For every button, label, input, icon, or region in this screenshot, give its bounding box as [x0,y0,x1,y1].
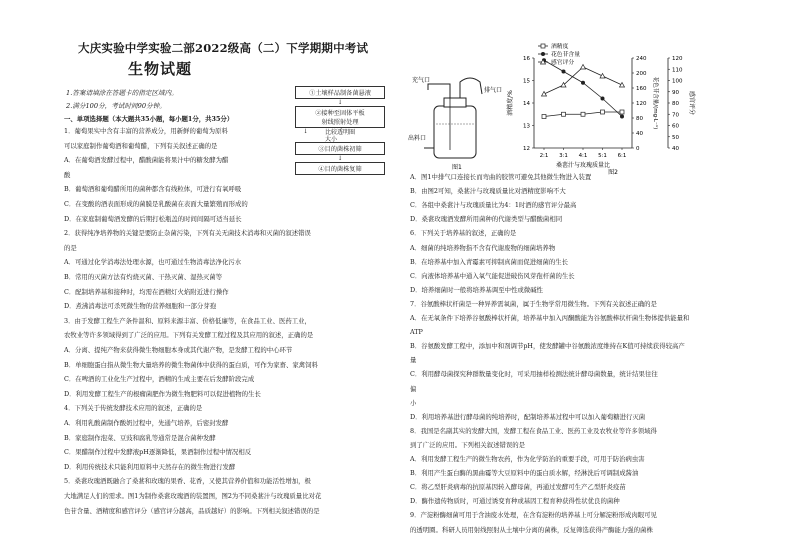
question-line: 偏 [410,384,417,393]
mid-axis-title: 花色苷含量/(mg·L⁻¹) [652,76,658,130]
x-tick-label: 2:1 [539,153,549,159]
question-line: 可以家庭制作葡萄酒和葡萄醋，下列有关叙述正确的是 [64,141,218,150]
question-line: 4．下列关于传统发酵技术应用的叙述，正确的是 [64,404,203,413]
question-line: D．利用培养基进行酵母菌的纯培养时，配制培养基过程中可以加入葡萄糖进行灭菌 [410,412,646,421]
exam-subject: 生物试题 [128,60,193,78]
outlet-tube [460,78,482,98]
flow-arrow: ↓ [337,155,343,162]
right-tick-label: 60 [672,123,679,130]
legend-marker-square [541,44,545,48]
wine-quality-chart [492,42,702,174]
question-line: C．将乙型肝炎病毒的抗原基因转入酵母菌，再通过发酵可生产乙型肝炎疫苗 [410,483,626,492]
left-tick-label: 12 [523,146,530,152]
exam-title: 大庆实验中学实验二部2022级高（二）下学期期中考试 [78,41,369,55]
legend-label: 感官评分 [551,60,575,66]
question-line: C．各组中桑葚汁与玫瑰质量比为4：1时酒的感官评分最高 [410,201,577,210]
question-line: 农牧业等许多领域得到了广泛的应用。下列有关发酵工程过程及其应用的叙述，正确的是 [64,331,314,340]
question-line: 的是 [64,243,77,252]
question-line: D．在家庭制葡萄酒发酵的后期打松瓶盖的时间间隔可适当延长 [64,214,242,223]
question-line: D．煮沸消毒法可杀死微生物的营养细胞和一部分芽孢 [64,302,217,311]
series-point-square [581,112,585,116]
question-line: B．谷氨酸发酵工程中，添加中和剂调节pH，使发酵罐中谷氨酸浓度维持在K值可持续获得较高产 [410,342,685,351]
right-tick-label: 70 [672,112,679,119]
left-tick-label: 13 [523,123,530,130]
mid-tick-label: 80 [636,116,643,122]
question-line: D．利用传统技术只能利用原料中天然存在的微生物进行发酵 [64,462,236,471]
right-tick-label: 110 [672,67,683,74]
flow-step-4: ④目的菌株复筛 [295,162,385,175]
flow-step-2 [295,106,385,128]
flow-step-1: ①土壤样品制备菌悬液 [295,86,385,99]
x-tick-label: 4:1 [578,153,588,159]
question-line: C．配制培养基和接种时，均需在酒精灯火焰附近进行操作 [64,287,229,296]
flow-side-row [295,128,385,143]
question-line: C．果醋制作过程中发酵液pH逐渐降低，果酒制作过程中情况相反 [64,448,252,457]
inlet-tube [428,84,450,98]
question-line: 小 [410,398,417,407]
series-point-square [542,115,546,119]
flow-side-note-2: 大小 [325,136,338,143]
left-axis-title: 酒精度/% [507,90,514,116]
question-line: 9．产淀粉酶细菌可用于含油废水处理，在含有淀粉的培养基上可分解淀粉形成肉眼可见 [410,511,657,520]
mid-tick-label: 40 [636,131,643,137]
right-tick-label: 120 [672,56,683,62]
left-tick-label: 14 [523,101,530,107]
inlet-label: 充气口 [412,77,431,84]
question-line: A．利用发酵工程生产的微生物农药，作为化学防治的重要手段，可用于防治病虫害 [410,455,645,463]
mid-tick-label: 0 [636,146,640,152]
question-line: C．在啤酒的工业化生产过程中，酒精的生成主要在后发酵阶段完成 [64,375,255,384]
question-line: 到了广泛的应用。下列相关叙述错误的是 [410,440,526,449]
question-line: C．在变酸的酒表面形成的菌膜是乳酸菌在表面大量繁殖而形成的 [64,200,248,208]
left-tick-label: 16 [523,56,530,62]
x-tick-label: 5:1 [598,153,607,159]
legend-label: 花色苷含量 [551,52,580,58]
screening-flowchart [295,86,385,175]
legend-marker-dot [541,52,545,56]
series-point-triangle [600,74,605,79]
discharge-label: 出料口 [408,135,427,142]
question-line: B．在培养基中加入青霉素可抑制真菌而促进细菌的生长 [410,257,569,266]
bottle-icon [434,106,476,158]
mid-tick-label: 160 [636,86,647,92]
question-line: 2．获得纯净培养物的关键是要防止杂菌污染，下列有关无菌技术消毒和灭菌的叙述错误 [64,229,311,238]
exam-note-1: 1.答案请填涂在答题卡的指定区域内。 [66,89,178,97]
flow-arrow: ↓ [337,99,343,106]
right-tick-label: 100 [672,78,683,85]
bottle-neck [444,98,466,107]
question-line: 8．我国是名副其实的发酵大国，发酵工程在食品工业、医药工业及农牧业等许多领域得 [410,426,657,435]
flow-step-2-line1: ②接种至固体平板 [315,110,365,117]
right-tick-label: 40 [672,146,679,152]
question-line: 大地满足人们的需求。图1为制作桑葚玫瑰酒的装置图，图2为不同桑葚汁与玫瑰质量比对花 [64,492,322,500]
exam-note-2: 2.满分100分，考试时间90分钟。 [66,102,166,110]
question-line: A．利用乳酸菌制作酸奶过程中，先通气培养，后密封发酵 [64,419,229,427]
question-line: 的透明圈。科研人员用射线照射从土壤中分离的菌株，反复筛选获得产酶能力强的菌株 [410,525,653,534]
question-line: B．葡萄酒和葡萄醋所用的菌种都含有线粒体，可进行有氧呼吸 [64,185,242,194]
question-line: 色苷含量、酒精度和感官评分（感官评分越高，品质越好）的影响。下列相关叙述错误的是 [64,506,320,515]
question-line: A．可通过化学消毒法处理水源，也可通过生物消毒法净化污水 [64,258,242,267]
question-line: A．图1中排气口连接长而弯曲的胶管可避免其他微生物进入装置 [410,173,592,181]
series-point-dot [601,97,605,101]
question-line: 酸 [64,170,71,179]
left-tick-label: 15 [523,78,530,85]
question-line: A．分离、提纯产物来获得微生物细胞本身或其代谢产物，是发酵工程的中心环节 [64,346,293,354]
question-line: B．家庭制作泡菜、豆豉和腐乳等通常是混合菌种发酵 [64,433,216,442]
series-point-triangle [542,92,547,97]
series-point-square [601,110,605,114]
x-axis-title: 桑葚汁与玫瑰质量比 [555,162,611,169]
question-line: B．单细胞蛋白指从微生物大量培养的微生物菌体中获得的蛋白质，可作为家畜、家禽饲料 [64,360,318,369]
mid-tick-label: 200 [636,71,647,77]
question-line: A．细菌的纯培养物指不含有代谢废物的细菌培养物 [410,243,556,252]
figure2-caption: 图2 [608,169,618,176]
question-line: 3．由于发酵工程生产条件温和、原料来源丰富、价格低廉等，在食品工业、医药工业， [64,316,311,325]
right-tick-label: 80 [672,101,679,107]
series-line-2 [544,67,622,94]
question-line: 量 [410,356,417,365]
series-point-dot [562,70,566,74]
right-axis-title: 感官评分 [688,90,695,116]
series-point-dot [620,115,624,119]
question-line: A．在葡萄酒发酵过程中，醋酸菌能将果汁中的糖发酵为醋 [64,156,229,165]
flow-step-3: ③目的菌株初筛 [295,142,385,155]
flow-step-2-line2: 射线照射处理 [321,119,359,126]
question-line: D．培养细菌时一般将培养基调至中性或微碱性 [410,285,543,294]
question-line: B．由图2可知，桑葚汁与玫瑰质量比对酒精度影响不大 [410,187,566,196]
mid-tick-label: 240 [636,56,647,62]
series-point-triangle [620,83,625,88]
question-line: 6．下列关于培养基的叙述，正确的是 [410,229,517,238]
fermentation-apparatus-figure [410,76,505,171]
question-line: D．桑葚玫瑰酒发酵所用菌种的代谢类型与醋酸菌相同 [410,215,563,224]
question-line: B．常用的灭菌方法有灼烧灭菌、干热灭菌、湿热灭菌等 [64,273,223,281]
section-heading: 一、单项选择题（本大题共35小题，每小题1分，共35分） [64,115,234,123]
series-point-square [562,112,566,116]
question-line: 5．桑葚玫瑰酒既融合了桑葚和玫瑰的果香、花香，又使其营养价值和功能活性增加，极 [64,477,311,486]
mid-tick-label: 120 [636,101,647,107]
question-line: D．酶作遗传物质时，可通过诱变育种或基因工程育种获得性状优良的菌种 [410,497,620,506]
series-point-square [620,110,624,114]
question-line: A．在无氧条件下培养谷氨酸棒状杆菌，培养基中加入丙酮酸能为谷氨酸棒状杆菌生物体提供能量和 [410,314,690,322]
legend-label: 酒精度 [551,44,569,50]
question-line: ATP [410,328,423,337]
flow-arrow: ↓ [303,128,309,135]
figure1-caption: 图1 [452,164,462,171]
question-line: C．向液体培养基中通入氧气能促进破伤风芽孢杆菌的生长 [410,271,575,280]
question-line: D．利用发酵工程生产的根瘤菌肥作为微生物肥料可以促进植物的生长 [64,389,261,398]
flow-side-note-1: 比较透明圈 [325,129,356,136]
right-tick-label: 90 [672,89,679,96]
series-point-triangle [581,65,586,70]
right-tick-label: 50 [672,134,679,141]
question-line: 7．谷氨酸棒状杆菌是一种异养需氧菌，属于生物学常用微生物。下列有关叙述正确的是 [410,299,657,308]
x-tick-label: 3:1 [559,153,568,159]
question-line: B．利用产生蛋白酶的黑曲霉等大豆原料中的蛋白质水解，经淋洗后可调制成酱油 [410,469,639,478]
question-line: C．利用酵母菌探究种群数量变化时，可采用抽样检测法统计酵母菌数量，统计结果往往 [410,370,658,379]
outlet-label: 排气口 [484,87,503,94]
question-line: 1．葡萄果实中含有丰富的营养成分，用新鲜的葡萄为原料 [64,127,228,135]
x-tick-label: 6:1 [617,153,627,159]
series-point-dot [581,81,585,85]
